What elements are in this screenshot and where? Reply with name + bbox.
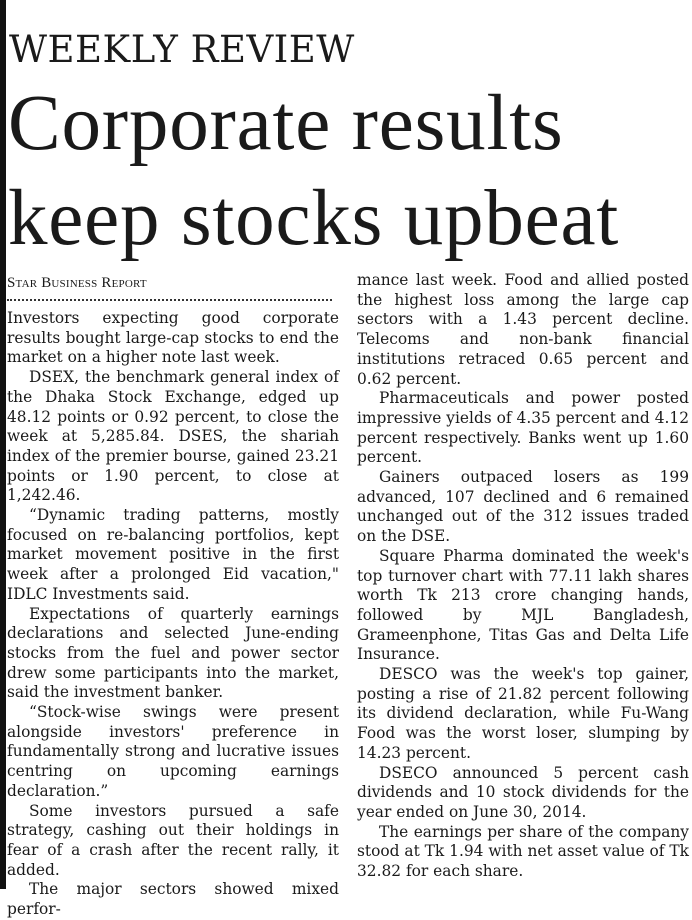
paragraph: Pharmaceuticals and power posted impressive yields of 4.35 percent and 4.12 percent respectively. Banks went up 1.60 percent.: [357, 389, 689, 467]
article-headline: Corporate results keep stocks upbeat: [8, 80, 620, 262]
article-column-1: [7, 271, 339, 920]
paragraph: mance last week. Food and allied posted the highest loss among the large cap sectors with a 1.43 percent decline. Telecoms and non-bank financial institutions retraced 0.65 percent and 0.62 percent.: [357, 271, 689, 388]
paragraph: DSECO announced 5 percent cash dividends and 10 stock dividends for the year ended on June 30, 2014.: [357, 763, 689, 821]
paragraph: DESCO was the week's top gainer, posting a rise of 21.82 percent following its dividend declaration, while Fu-Wang Food was the worst loser, slumping by 14.23 percent.: [357, 665, 689, 762]
paragraph: “Stock-wise swings were present alongside investors' preference in fundamentally strong and lucrative issues centring on upcoming earnings declaration.”: [7, 703, 339, 800]
paragraph: DSEX, the benchmark general index of the Dhaka Stock Exchange, edged up 48.12 points or 0.92 percent, to close the week at 5,285.84. DSES, the shariah index of the premier bourse, gained 23.21 points or 1.90 percent, to close at 1,242.46.: [7, 368, 339, 505]
page-edge-bar: [0, 0, 6, 889]
paragraph: Square Pharma dominated the week's top turnover chart with 77.11 lakh shares worth Tk 213 crore changing hands, followed by MJL Bangladesh, Grameenphone, Titas Gas and Delta Life Insurance.: [357, 546, 689, 664]
article-column-2: [357, 271, 689, 882]
paragraph: The earnings per share of the company stood at Tk 1.94 with net asset value of Tk 32.82 for each share.: [357, 822, 689, 881]
byline: Star Business Report: [7, 275, 147, 291]
section-kicker: WEEKLY REVIEW: [9, 28, 355, 71]
paragraph: “Dynamic trading patterns, mostly focused on re-balancing portfolios, kept market movement positive in the first week after a prolonged Eid vacation," IDLC Investments said.: [7, 506, 339, 603]
byline-divider: [7, 299, 332, 301]
paragraph: Expectations of quarterly earnings declarations and selected June-ending stocks from the fuel and power sector drew some participants into the market, said the investment banker.: [7, 604, 339, 702]
paragraph: Some investors pursued a safe strategy, cashing out their holdings in fear of a crash after the recent rally, it added.: [7, 801, 339, 879]
paragraph: Gainers outpaced losers as 199 advanced, 107 declined and 6 remained unchanged out of the 312 issues traded on the DSE.: [357, 468, 689, 546]
paragraph: The major sectors showed mixed perfor-: [7, 880, 339, 919]
paragraph: Investors expecting good corporate results bought large-cap stocks to end the market on a higher note last week.: [7, 309, 339, 367]
